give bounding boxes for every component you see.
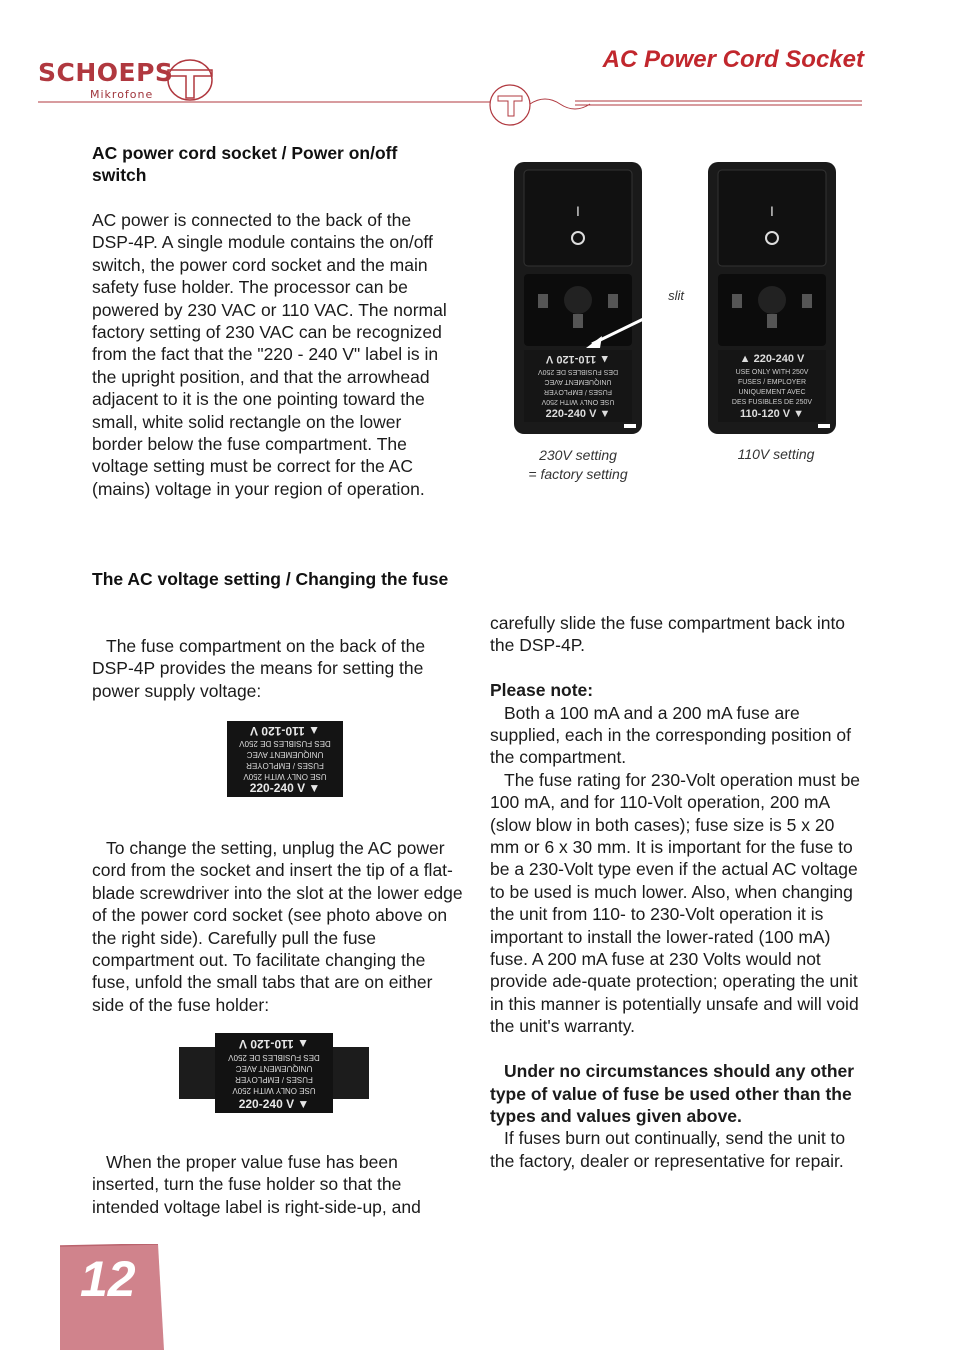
caption-110v: 110V setting bbox=[737, 446, 815, 462]
fuse-holder-image bbox=[179, 1033, 369, 1113]
label-right-line3: UNIQUEMENT AVEC bbox=[738, 389, 806, 396]
brand-logo-text: SCHOEPS bbox=[38, 58, 174, 87]
svg-text:220-240 V ▼: 220-240 V ▼ bbox=[249, 781, 321, 795]
warning-text: Under no circumstances should any other type of value of fuse be used other than the types and values given above. bbox=[490, 1061, 855, 1126]
page-number: 12 bbox=[80, 1251, 136, 1307]
label-top-text: ▲ 110-120 V bbox=[545, 353, 611, 365]
svg-text:USE ONLY WITH 250V: USE ONLY WITH 250V bbox=[232, 1086, 316, 1095]
label-line4: USE ONLY WITH 250V bbox=[541, 398, 615, 405]
section2-heading: The AC voltage setting / Changing the fuse bbox=[92, 569, 449, 589]
label-line2: UNIQUEMENT AVEC bbox=[544, 378, 612, 385]
svg-text:▲ 110-120 V: ▲ 110-120 V bbox=[250, 724, 320, 738]
label-right-line2: FUSES / EMPLOYER bbox=[737, 379, 807, 386]
svg-text:USE ONLY WITH 250V: USE ONLY WITH 250V bbox=[243, 772, 327, 781]
fuse-label-image bbox=[227, 721, 343, 797]
svg-text:DES FUSIBLES DE 250V: DES FUSIBLES DE 250V bbox=[239, 739, 331, 748]
label-right-bottom: 110-120 V ▼ bbox=[739, 408, 805, 420]
svg-text:FUSES / EMPLOYER: FUSES / EMPLOYER bbox=[235, 1075, 313, 1084]
final-paragraph: If fuses burn out continually, send the unit to the factory, dealer or representative for repair. bbox=[490, 1128, 846, 1171]
label-line1: DES FUSIBLES DE 250V bbox=[537, 368, 619, 375]
section1-body: AC power is connected to the back of the DSP-4P. A single module contains the on/off switch, the power cord socket and the main safety fuse holder. The processor can be powered by 230 VAC or 110 VAC. The normal factory setting of 230 VAC can be recognized from the fact that the "220 - 240 V" label is in the upright position, and that the arrowhead adjacent to it is the one pointing toward the small, white solid rectangle on the lower border below the fuse compartment. The voltage setting must be correct for the AC (mains) voltage in your region of operation. bbox=[92, 210, 447, 499]
svg-text:UNIQUEMENT AVEC: UNIQUEMENT AVEC bbox=[246, 750, 324, 759]
section2-p1: The fuse compartment on the back of the DSP-4P provides the means for setting the power supply voltage: bbox=[92, 636, 426, 701]
svg-text:DES FUSIBLES DE 250V: DES FUSIBLES DE 250V bbox=[228, 1053, 320, 1062]
brand-subtitle: Mikrofone bbox=[90, 88, 154, 101]
note-heading: Please note: bbox=[490, 680, 594, 701]
note-paragraph-2: The fuse rating for 230-Volt operation must be 100 mA, and for 110-Volt operation, 200 mA (slow blow in both cases); fuse size is 5 x 20 mm or 6 x 30 mm. It is important for the fuse to be a 230-Volt type even if the actual AC voltage to be used is much lower. Also, when changing the unit from 110- to 230-Volt operation it is important to install the lower-rated (100 mA) fuse. A 200 mA fuse at 230 Volts would not provide ade-quate protection; operating the unit in this manner is potentially unsafe and will void the unit's warranty. bbox=[490, 769, 861, 1037]
label-right-top: ▲ 220-240 V bbox=[739, 353, 805, 365]
socket-module-230v bbox=[514, 162, 642, 434]
switch-on-label-2: I bbox=[770, 203, 774, 219]
section2-p2: To change the setting, unplug the AC power cord from the socket and insert the tip of a flat-blade screwdriver into the slot at the lower edge of the power cord socket (see photo above on the right side). Carefully pull the fuse compartment out. To facilitate changing the fuse, unfold the small tabs that are on either side of the fuse holder: bbox=[92, 838, 463, 1015]
svg-text:UNIQUEMENT AVEC: UNIQUEMENT AVEC bbox=[235, 1064, 313, 1073]
section2-p3: When the proper value fuse has been inserted, turn the fuse holder so that the intended voltage label is right-side-up, and bbox=[92, 1152, 421, 1217]
label-line3: FUSES / EMPLOYER bbox=[543, 388, 613, 395]
right-p1: carefully slide the fuse compartment back into the DSP-4P. bbox=[490, 613, 846, 656]
note-paragraph-1: Both a 100 mA and a 200 mA fuse are supplied, each in the corresponding position of the compartment. bbox=[490, 702, 851, 768]
section1-heading: AC power cord socket / Power on/off switch bbox=[92, 143, 398, 186]
svg-text:220-240 V ▼: 220-240 V ▼ bbox=[238, 1097, 310, 1111]
socket-photos bbox=[510, 158, 844, 438]
slit-label: slit bbox=[668, 288, 684, 303]
svg-text:FUSES / EMPLOYER: FUSES / EMPLOYER bbox=[246, 761, 324, 770]
label-bottom-text: 220-240 V ▼ bbox=[545, 408, 611, 420]
header-rule bbox=[0, 78, 954, 134]
page-title: AC Power Cord Socket bbox=[602, 46, 864, 73]
svg-text:▲ 110-120 V: ▲ 110-120 V bbox=[239, 1037, 309, 1051]
label-right-line1: USE ONLY WITH 250V bbox=[735, 369, 809, 376]
caption-230v: 230V setting = factory setting bbox=[528, 447, 628, 482]
right-column bbox=[490, 612, 862, 1172]
label-right-line4: DES FUSIBLES DE 250V bbox=[731, 399, 813, 406]
socket-module-110v bbox=[708, 162, 836, 434]
switch-on-label: I bbox=[576, 203, 580, 219]
